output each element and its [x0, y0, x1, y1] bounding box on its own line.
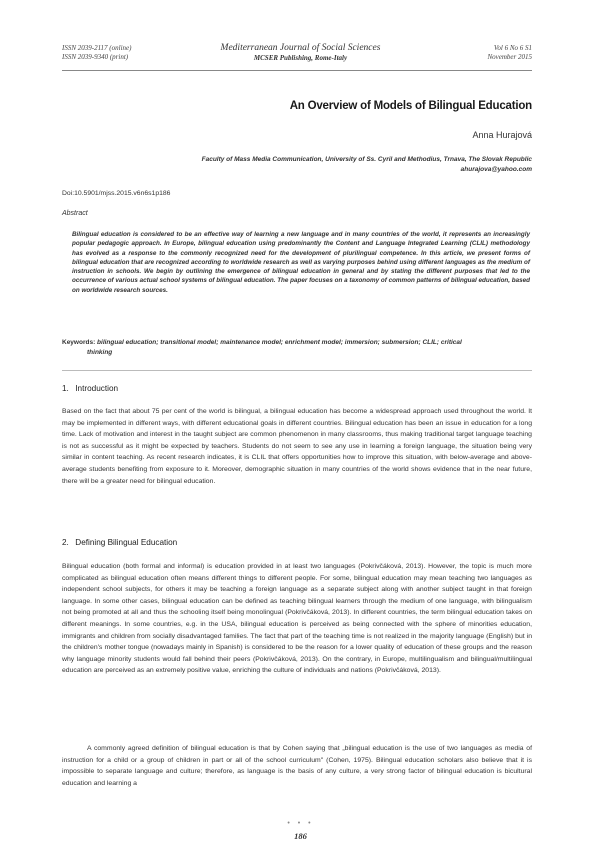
- keywords-rule: [62, 370, 532, 371]
- keywords-label: Keywords:: [62, 339, 96, 346]
- page-number: 186: [294, 831, 307, 841]
- section-title: Introduction: [75, 384, 119, 393]
- defining-paragraph-2: A commonly agreed definition of bilingual education is that by Cohen saying that „bilingual education is the use of two languages as media of instruction for a child or a group of children in part or all of the school curriculum" (Cohen, 1975). Bilingual education scholars also believe that it is impossible to separate language and culture; therefore, as language is the basis of any culture, a very strong factor of bilingual education is bicultural education and learning a: [62, 745, 532, 787]
- volume-issue: Vol 6 No 6 S1: [493, 44, 532, 52]
- abstract-heading: Abstract: [62, 210, 88, 217]
- publisher-name: MCSER Publishing, Rome-Italy: [253, 54, 348, 62]
- article-title: An Overview of Models of Bilingual Education: [289, 100, 532, 112]
- keywords: [62, 338, 532, 357]
- footer-dots: • • •: [287, 820, 314, 827]
- abstract-text: Bilingual education is considered to be an effective way of learning a new language and in many countries of the world, it represents an increasingly popular pedagogic approach. In Europe, bilingual education using predominantly the Content and Language Integrated Learning (CLIL) methodology has evolved as a response to the commonly recognized need for the development of plurilingual competence. In this article, we present forms of bilingual education that are recognized according to worldwide research as well as varying purposes behind using different languages as the medium of instruction in schools. We begin by outlining the emergence of bilingual education in general and by stating the different purposes that led to the occurrence of various actual school systems of bilingual education. The paper focuses on a taxonomy of common patterns of bilingual education, based on worldwide research sources.: [72, 231, 530, 294]
- doi-line: Doi:10.5901/mjss.2015.v6n6s1p186: [62, 190, 171, 197]
- issn-online: ISSN 2039-2117 (online): [62, 44, 132, 52]
- issue-date: November 2015: [487, 53, 532, 61]
- section-heading-introduction: [62, 384, 118, 393]
- section-number: 1.: [62, 384, 69, 393]
- header-rule: [62, 70, 532, 71]
- section-heading-defining-bilingual-education: [62, 538, 177, 547]
- author-email: ahurajova@yahoo.com: [460, 166, 532, 173]
- defining-paragraph-1: Bilingual education (both formal and informal) is education provided in at least two languages (Pokrivčáková, 2013). However, the topic is much more complicated as bilingual education often means different things to different people. For some, bilingual education may mean teaching two languages as independent school subjects, for others it may be teaching a foreign language as a separate subject along with another subject taught in that foreign language. In some other cases, bilingual education can be defined as teaching bilingual learners through the medium of one language, with bilingualism not being promoted at all and thus the schooling itself being monolingual (Pokrivčáková, 2013). In different countries, the term bilingual education takes on different meanings. In some countries, e.g. in the USA, bilingual education is perceived as being connected with the sphere of minorities education, immigrants and children from socially disadvantaged families. The fact that part of the teaching time is not realized in the majority language (English) but in the children's mother tongue (nowadays mainly in Spanish) is considered to be the reason for a lower quality of education of these groups and the reason why language minority students would fall behind their peers (Pokrivčáková, 2013). On the contrary, in Europe, multilingualism and bilingual/multilingual education are perceived as an extremely positive value, enriching the culture of individuals and nations (Pokrivčáková, 2013).: [62, 563, 532, 675]
- introduction-paragraph: Based on the fact that about 75 per cent of the world is bilingual, a bilingual education has become a widespread approach used throughout the world. It may be implemented in different ways, with different educational goals in different countries. Bilingual education has been an issue in education for a long time. Lack of motivation and interest in the taught subject are common phenomenon in many classrooms, thus making traditional target language teaching is not as successful as it might be expected by teachers. Students do not seem to see any use in learning a foreign language, the situation being very similar in content teaching. As recent research indicates, it is CLIL that offers opportunities how to improve this situation, with below-average and above-average students benefiting from exposure to it. Moreover, demographic situation in many countries of the world shows evidence that in the near future, there will be a greater need for bilingual education.: [62, 408, 532, 485]
- journal-name: Mediterranean Journal of Social Sciences: [220, 43, 381, 53]
- issue-block: [487, 44, 532, 62]
- section-title: Defining Bilingual Education: [75, 538, 178, 547]
- keywords-text: bilingual education; transitional model; maintenance model; enrichment model; immersion; submersion; CLIL; critical: [97, 339, 462, 346]
- keywords-continued: thinking: [87, 348, 113, 356]
- affiliation-text: Faculty of Mass Media Communication, University of Ss. Cyril and Methodius, Trnava, The Slovak Republic: [201, 156, 532, 163]
- issn-block: [62, 44, 131, 62]
- section-number: 2.: [62, 538, 69, 547]
- author-name: Anna Hurajová: [472, 130, 532, 140]
- author-affiliation: [202, 155, 532, 175]
- journal-header: [150, 43, 451, 63]
- issn-print: ISSN 2039-9340 (print): [62, 53, 129, 61]
